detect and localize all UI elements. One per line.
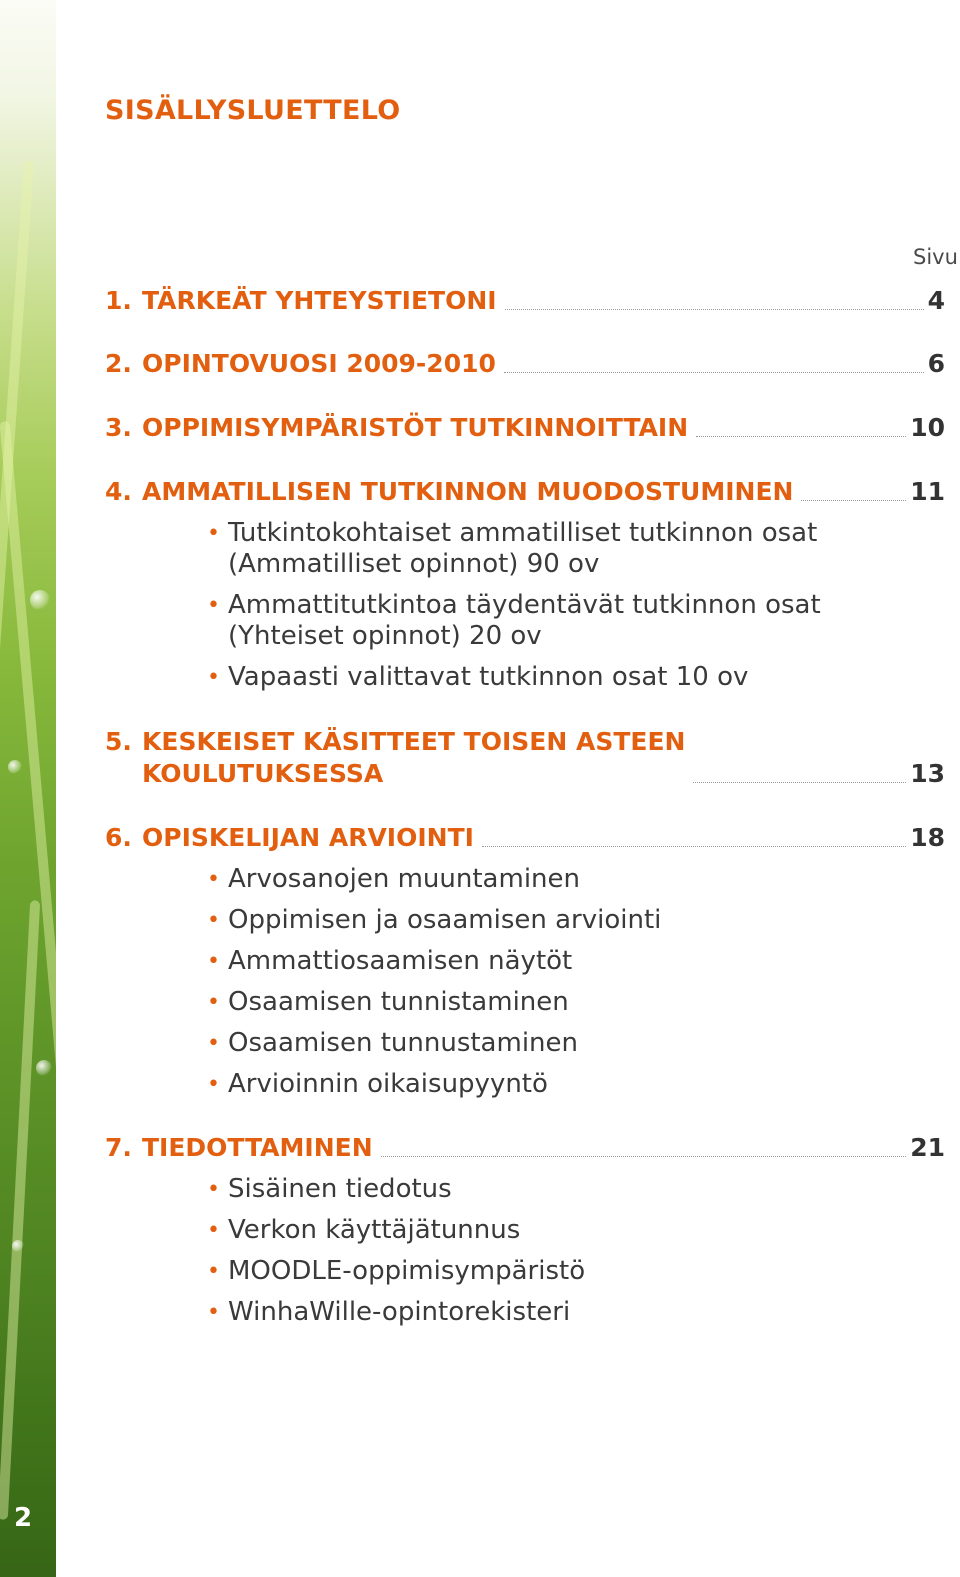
toc-subitem-line: MOODLE-oppimisympäristö — [228, 1256, 586, 1286]
bullet-icon: • — [207, 1300, 220, 1325]
toc-entry-title: TÄRKEÄT YHTEYSTIETONI — [142, 286, 497, 315]
toc-subitem — [205, 946, 905, 977]
bullet-icon: • — [207, 867, 220, 892]
page-column-label: Sivu — [913, 245, 958, 269]
toc-entry-number: 7. — [105, 1133, 132, 1162]
page-number: 2 — [14, 1503, 33, 1533]
dew-drop — [12, 1240, 24, 1252]
dot-leader — [505, 309, 924, 310]
toc-subitem — [205, 987, 905, 1018]
bullet-icon: • — [207, 949, 220, 974]
bullet-icon: • — [207, 1218, 220, 1243]
bullet-icon: • — [207, 665, 220, 690]
bullet-icon: • — [207, 1259, 220, 1284]
dew-drop — [36, 1060, 52, 1076]
toc-subitem-line: (Yhteiset opinnot) 20 ov — [228, 621, 542, 651]
toc-entry-title: OPPIMISYMPÄRISTÖT TUTKINNOITTAIN — [142, 413, 689, 442]
toc-subitem — [205, 662, 905, 693]
toc-entry-number: 1. — [105, 286, 132, 315]
toc-entry-number: 4. — [105, 477, 132, 506]
toc-subitem-line: WinhaWille-opintorekisteri — [228, 1297, 571, 1327]
toc-subitem — [205, 905, 905, 936]
dew-drop — [30, 590, 50, 610]
toc-entry-number: 3. — [105, 413, 132, 442]
toc-entry-page: 18 — [910, 823, 945, 852]
toc-subitem — [205, 1174, 905, 1205]
toc-sublist-7 — [205, 1174, 905, 1338]
dew-drop — [8, 760, 22, 774]
toc-subitem — [205, 1028, 905, 1059]
bullet-icon: • — [207, 908, 220, 933]
toc-entry-title — [142, 726, 685, 790]
toc-subitem — [205, 1215, 905, 1246]
grass-blade — [0, 900, 40, 1520]
toc-subitem-line: (Ammatilliset opinnot) 90 ov — [228, 549, 600, 579]
toc-subitem — [205, 518, 905, 580]
toc-subitem-line: Arvioinnin oikaisupyyntö — [228, 1069, 548, 1099]
toc-entry-page: 10 — [910, 413, 945, 442]
dot-leader — [801, 500, 906, 501]
toc-entry-number: 5. — [105, 727, 132, 756]
toc-subitem — [205, 1297, 905, 1328]
toc-entry-page: 6 — [927, 349, 945, 378]
toc-subitem-line: Sisäinen tiedotus — [228, 1174, 452, 1204]
toc-subitem-line: Ammattiosaamisen näytöt — [228, 946, 573, 976]
toc-entry-4[interactable] — [105, 476, 945, 508]
toc-subitem-line: Ammattitutkintoa täydentävät tutkinnon osat — [228, 590, 821, 620]
toc-subitem — [205, 590, 905, 652]
bullet-icon: • — [207, 990, 220, 1015]
toc-entry-page: 11 — [910, 477, 945, 506]
bullet-icon: • — [207, 1177, 220, 1202]
bullet-icon: • — [207, 593, 220, 618]
toc-entry-title-line: KESKEISET KÄSITTEET TOISEN ASTEEN — [142, 727, 686, 756]
toc-subitem-line: Vapaasti valittavat tutkinnon osat 10 ov — [228, 662, 749, 692]
toc-entry-7[interactable] — [105, 1132, 945, 1164]
toc-entry-page: 21 — [910, 1133, 945, 1162]
toc-sublist-4 — [205, 518, 905, 703]
decorative-grass-strip — [0, 0, 56, 1577]
toc-entry-3[interactable] — [105, 412, 945, 444]
toc-sublist-6 — [205, 864, 905, 1110]
toc-subitem-line: Osaamisen tunnustaminen — [228, 1028, 578, 1058]
toc-entry-2[interactable] — [105, 348, 945, 380]
dot-leader — [696, 436, 906, 437]
toc-entry-title: AMMATILLISEN TUTKINNON MUODOSTUMINEN — [142, 477, 794, 506]
toc-entry-number: 2. — [105, 349, 132, 378]
toc-entry-title: TIEDOTTAMINEN — [142, 1133, 373, 1162]
dot-leader — [504, 372, 924, 373]
dot-leader — [381, 1156, 907, 1157]
bullet-icon: • — [207, 521, 220, 546]
bullet-icon: • — [207, 1072, 220, 1097]
dot-leader — [482, 846, 906, 847]
toc-entry-1[interactable] — [105, 285, 945, 317]
toc-subitem — [205, 864, 905, 895]
toc-subitem-line: Oppimisen ja osaamisen arviointi — [228, 905, 662, 935]
toc-heading: SISÄLLYSLUETTELO — [105, 95, 401, 126]
toc-entry-5[interactable] — [105, 726, 945, 790]
toc-entry-title: OPISKELIJAN ARVIOINTI — [142, 823, 474, 852]
toc-entry-title: OPINTOVUOSI 2009-2010 — [142, 349, 496, 378]
toc-subitem-line: Tutkintokohtaiset ammatilliset tutkinnon osat — [228, 518, 818, 548]
toc-entry-page: 4 — [927, 286, 945, 315]
toc-subitem — [205, 1069, 905, 1100]
toc-subitem-line: Osaamisen tunnistaminen — [228, 987, 569, 1017]
toc-entry-title-line: KOULUTUKSESSA — [142, 759, 384, 788]
toc-entry-number: 6. — [105, 823, 132, 852]
toc-subitem — [205, 1256, 905, 1287]
toc-subitem-line: Verkon käyttäjätunnus — [228, 1215, 521, 1245]
dot-leader — [693, 782, 906, 783]
toc-entry-page: 13 — [910, 759, 945, 788]
bullet-icon: • — [207, 1031, 220, 1056]
toc-entry-6[interactable] — [105, 822, 945, 854]
toc-subitem-line: Arvosanojen muuntaminen — [228, 864, 580, 894]
